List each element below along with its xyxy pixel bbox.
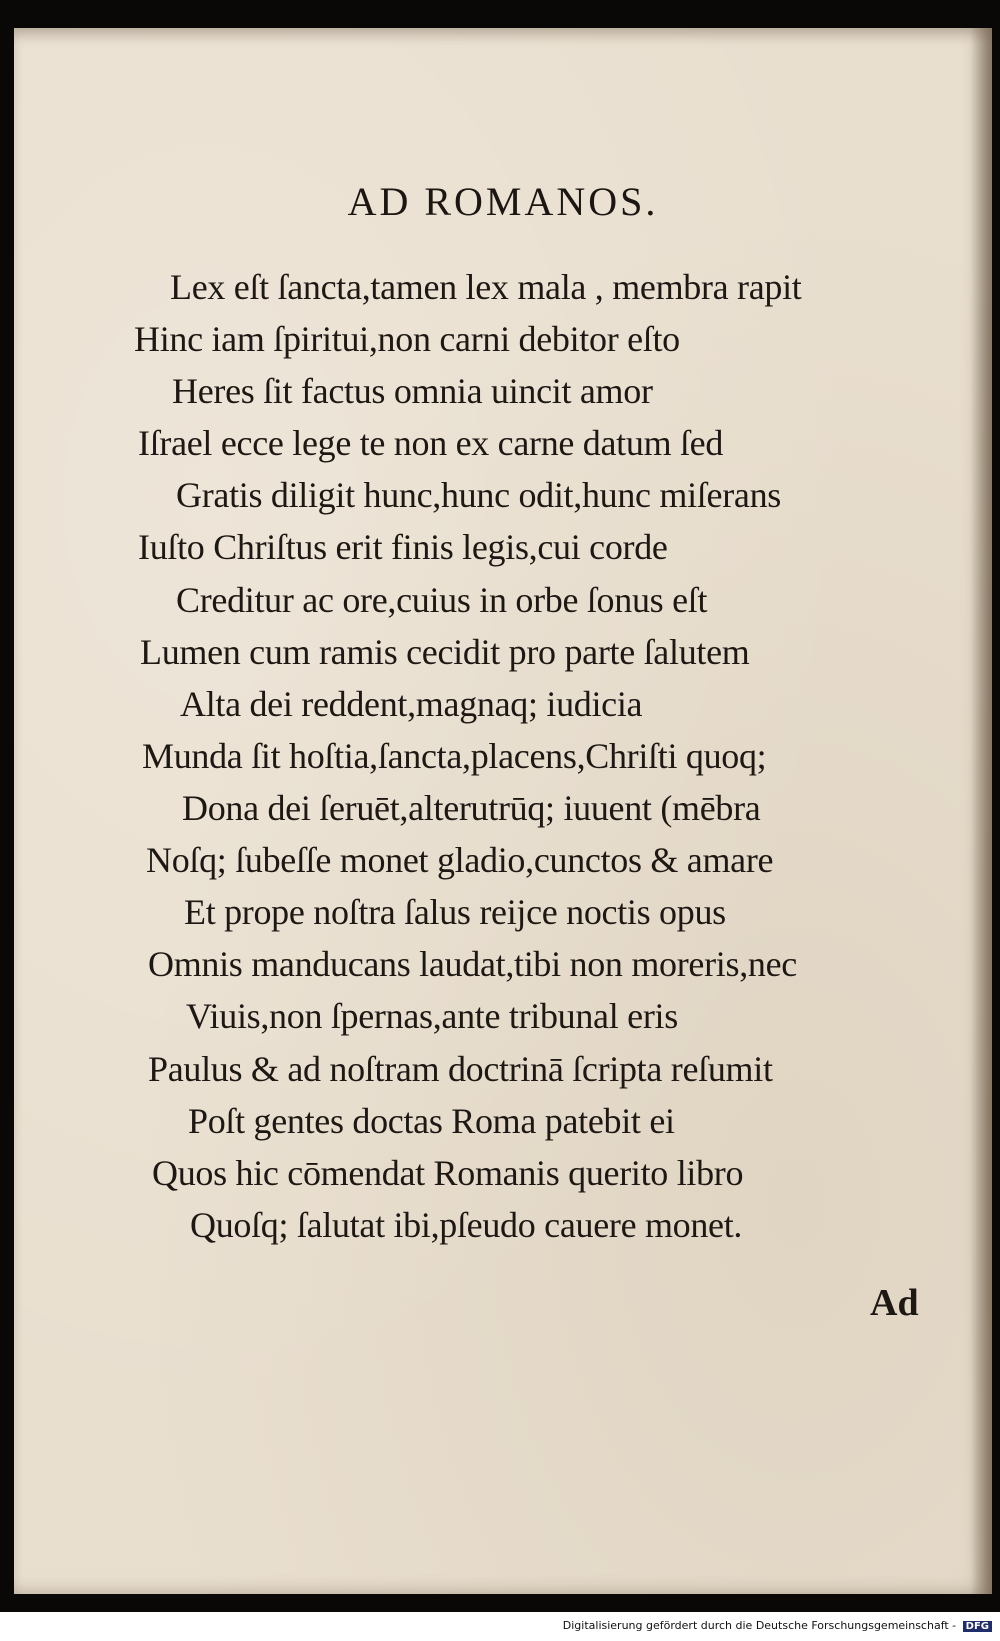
verse-line-17: Poſt gentes doctas Roma patebit ei xyxy=(188,1101,675,1141)
verse-line-16: Paulus & ad noſtram doctrinā ſcripta reſumit xyxy=(148,1049,773,1089)
verse-line-13: Et prope noſtra ſalus reijce noctis opus xyxy=(184,892,726,932)
verse-line-1: Lex eſt ſancta,tamen lex mala , membra rapit xyxy=(170,267,802,307)
running-head: AD ROMANOS. xyxy=(347,179,659,224)
verse-line-11: Dona dei ſeruēt,alterutrūq; iuuent (mēbra xyxy=(182,788,761,828)
verse-line-18: Quos hic cōmendat Romanis querito libro xyxy=(152,1153,744,1193)
catchword: Ad xyxy=(870,1282,919,1324)
verse-line-3: Heres ſit factus omnia uincit amor xyxy=(172,371,653,411)
verse-line-14: Omnis manducans laudat,tibi non moreris,nec xyxy=(148,944,797,984)
verse-line-9: Alta dei reddent,magnaq; iudicia xyxy=(180,684,643,724)
digitization-credit xyxy=(563,1619,992,1632)
verse-line-5: Gratis diligit hunc,hunc odit,hunc miſerans xyxy=(176,475,781,515)
verse-line-2: Hinc iam ſpiritui,non carni debitor eſto xyxy=(134,319,680,359)
verse-line-15: Viuis,non ſpernas,ante tribunal eris xyxy=(186,996,678,1036)
verse-line-8: Lumen cum ramis cecidit pro parte ſalutem xyxy=(140,632,750,672)
verse-line-7: Creditur ac ore,cuius in orbe ſonus eſt xyxy=(176,580,708,620)
verse-line-19: Quoſq; ſalutat ibi,pſeudo cauere monet. xyxy=(190,1205,743,1245)
book-page xyxy=(14,28,992,1594)
verse-line-4: Iſrael ecce lege te non ex carne datum ſed xyxy=(138,423,724,463)
verse-line-12: Noſq; ſubeſſe monet gladio,cunctos & amare xyxy=(146,840,774,880)
page-gutter-shadow xyxy=(970,28,992,1594)
dfg-logo: DFG xyxy=(963,1621,992,1632)
credit-text: Digitalisierung gefördert durch die Deutsche Forschungsgemeinschaft - xyxy=(562,1619,957,1632)
verse-line-10: Munda ſit hoſtia,ſancta,placens,Chriſti quoq; xyxy=(142,736,767,776)
verse-line-6: Iuſto Chriſtus erit finis legis,cui corde xyxy=(138,527,668,567)
